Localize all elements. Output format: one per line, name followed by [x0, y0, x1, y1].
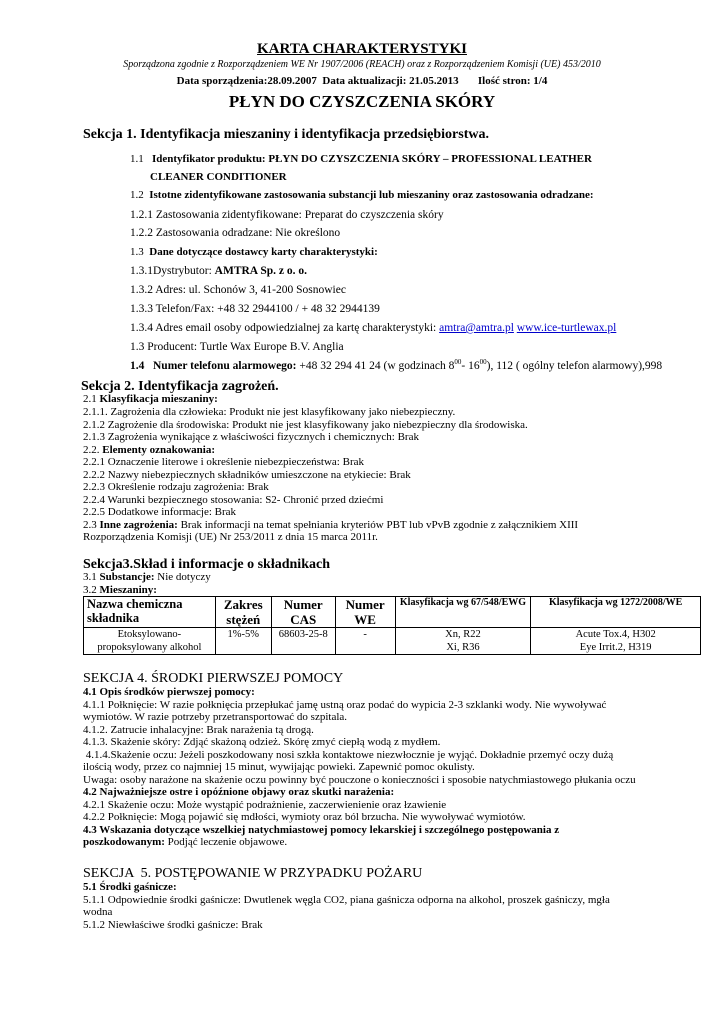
s43-line-2: [83, 836, 287, 849]
class-ewg-1: Xn, R22: [445, 629, 481, 640]
s23-text: Brak informacji na temat spełniania kryteriów PBT lub vPvB zgodnie z załącznikiem XIII: [177, 518, 579, 531]
s2-line-10: 2.2.5 Dodatkowe informacje: Brak: [83, 506, 237, 518]
col-header-class-ewg: Klasyfikacja wg 67/548/EWG: [395, 597, 531, 628]
s2-line-2: 2.1.1. Zagrożenia dla człowieka: Produkt nie jest klasyfikowany jako niebezpieczny.: [83, 406, 456, 418]
s43-text: Podjąć leczenie objawowe.: [164, 836, 288, 848]
section4-heading: SEKCJA 4. ŚRODKI PIERWSZEJ POMOCY: [83, 671, 344, 686]
s414-line-2: ilością wody, przez co najmniej 15 minut, wywijając powieki. Zapewnić pomoc okulisty.: [83, 761, 475, 773]
s14-sup-1: 00: [454, 358, 462, 367]
s134-line: [130, 321, 616, 335]
s11-line: [130, 152, 592, 166]
s413-line: 4.1.3. Skażenie skóry: Zdjąć skażoną odzież. Skórę zmyć ciepłą wodą z mydłem.: [83, 736, 441, 748]
cell-range: 1%-5%: [215, 628, 271, 655]
s14-sup-2: 00: [479, 358, 487, 367]
composition-table: [83, 596, 701, 655]
section1-heading: Sekcja 1. Identyfikacja mieszaniny i identyfikacja przedsiębiorstwa.: [83, 127, 489, 142]
s2-line-1: [83, 393, 218, 406]
s31-text: Nie dotyczy: [154, 571, 211, 583]
s12-line: [130, 188, 594, 202]
col-header-range: Zakres stężeń: [215, 597, 271, 628]
s131-line: [130, 264, 307, 278]
s3-line-2: [83, 584, 157, 597]
distributor-name: AMTRA Sp. z o. o.: [214, 265, 307, 277]
s22-number: 2.2.: [83, 443, 103, 456]
s2-line-6: 2.2.1 Oznaczenie literowe i określenie niebezpieczeństwa: Brak: [83, 456, 364, 468]
s23-heading: Inne zagrożenia:: [99, 518, 178, 531]
s43-heading: 4.3 Wskazania dotyczące wszelkiej natychmiastowej pomocy lekarskiej i szczególnego postępowania z: [83, 823, 560, 836]
s2-line-4: 2.1.3 Zagrożenia wynikające z właściwości fizycznych i chemicznych: Brak: [83, 431, 419, 443]
s14-line: [130, 359, 662, 373]
cell-name: Etoksylowano-propoksylowany alkohol: [84, 628, 216, 655]
s13-number: 1.3: [130, 246, 144, 258]
s14-text-a: +48 32 294 41 24 (w godzinach 8: [296, 360, 455, 372]
document-title: KARTA CHARAKTERYSTYKI: [257, 41, 467, 57]
composition-header-row: [84, 597, 701, 628]
s11-line-2: CLEANER CONDITIONER: [150, 171, 287, 183]
cell-class-ewg: [395, 628, 531, 655]
s32-number: 3.2: [83, 583, 100, 596]
s422-line: 4.2.2 Połknięcie: Mogą pojawić się mdłości, wymioty oraz ból brzucha. Nie wywoływać wymiotów.: [83, 811, 526, 823]
s14-text-b: - 16: [461, 360, 480, 372]
section3-heading: Sekcja3.Skład i informacje o składnikach: [83, 557, 330, 572]
s31-heading: Substancje:: [99, 571, 155, 583]
s12-number: 1.2: [130, 189, 144, 201]
s51-heading: 5.1 Środki gaśnicze:: [83, 881, 177, 893]
s11-number: 1.1: [130, 153, 144, 165]
document-dates: Data sporządzenia:28.09.2007 Data aktualizacji: 21.05.2013 Ilość stron: 1/4: [176, 75, 548, 87]
s132-line: 1.3.2 Adres: ul. Schonów 3, 41-200 Sosnowiec: [130, 284, 346, 296]
s414-line-3: Uwaga: osoby narażone na skażenie oczu powinny być pouczone o konieczności i sposobie natychmiastowego płukania oczu: [83, 773, 636, 786]
s414-line: 4.1.4.Skażenie oczu: Jeżeli poszkodowany nosi szkła kontaktowe niezwłocznie je wyjąć. Dokładnie przemyć oczy dużą: [83, 748, 614, 761]
s12-text: Istotne zidentyfikowane zastosowania substancji lub mieszaniny oraz zastosowania odradzane:: [149, 189, 594, 201]
s23-number: 2.3: [83, 518, 100, 531]
class-we-1: Acute Tox.4, H302: [575, 629, 656, 640]
col-header-we: Numer WE: [335, 597, 395, 628]
s13-text: Dane dotyczące dostawcy karty charakterystyki:: [149, 246, 378, 258]
s3-line-1: [83, 571, 211, 584]
s131-label: 1.3.1Dystrybutor:: [130, 265, 215, 277]
s2-line-12: Rozporządzenia Komisji (UE) Nr 253/2011 z dnia 15 marca 2011r.: [83, 531, 378, 543]
regulation-subtitle: Sporządzona zgodnie z Rozporządzeniem WE Nr 1907/2006 (REACH) oraz z Rozporządzeniem Komisji (UE) 453/2010: [123, 59, 601, 70]
s2-line-5: [83, 444, 215, 457]
s31-number: 3.1: [83, 571, 100, 583]
s21-heading: Klasyfikacja mieszaniny:: [99, 393, 218, 405]
s11-text: Identyfikator produktu: PŁYN DO CZYSZCZENIA SKÓRY – PROFESSIONAL LEATHER: [152, 153, 592, 165]
s43-heading-2: poszkodowanym:: [83, 836, 165, 848]
s134-label: 1.3.4 Adres email osoby odpowiedzialnej za kartę charakterystyki:: [130, 322, 440, 334]
col-header-class-we: Klasyfikacja wg 1272/2008/WE: [531, 597, 701, 628]
s14-text-c: ), 112 ( ogólny telefon alarmowy),998: [486, 360, 663, 372]
cell-class-we: [531, 628, 701, 655]
cell-we: -: [335, 628, 395, 655]
s42-heading: 4.2 Najważniejsze ostre i opóźnione objawy oraz skutki narażenia:: [83, 786, 395, 798]
col-header-name: Nazwa chemiczna składnika: [84, 597, 216, 628]
s133-line: 1.3.3 Telefon/Fax: +48 32 2944100 / + 48 32 2944139: [130, 303, 380, 315]
table-row: [84, 628, 701, 655]
s2-line-3: 2.1.2 Zagrożenie dla środowiska: Produkt nie jest klasyfikowany jako niebezpieczny dla środowiska.: [83, 418, 528, 431]
product-name: PŁYN DO CZYSZCZENIA SKÓRY: [228, 92, 496, 111]
s14-label: 1.4 Numer telefonu alarmowego:: [130, 360, 297, 372]
s121-line: 1.2.1 Zastosowania zidentyfikowane: Preparat do czyszczenia skóry: [130, 209, 444, 221]
s421-line: 4.2.1 Skażenie oczu: Może wystąpić podrażnienie, zaczerwienienie oraz łzawienie: [83, 798, 447, 811]
s22-heading: Elementy oznakowania:: [102, 443, 215, 456]
s122-line: 1.2.2 Zastosowania odradzane: Nie określono: [130, 227, 341, 239]
s412-line: 4.1.2. Zatrucie inhalacyjne: Brak narażenia tą drogą.: [83, 723, 314, 736]
producer-line: 1.3 Producent: Turtle Wax Europe B.V. Anglia: [130, 341, 344, 353]
s2-line-9: 2.2.4 Warunki bezpiecznego stosowania: S2- Chronić przed dziećmi: [83, 493, 384, 506]
s2-line-8: 2.2.3 Określenie rodzaju zagrożenia: Brak: [83, 481, 269, 493]
s2-line-11: [83, 519, 578, 532]
s13-line: [130, 245, 378, 259]
website-link[interactable]: www.ice-turtlewax.pl: [516, 322, 617, 334]
s32-heading: Mieszaniny:: [99, 583, 157, 596]
col-header-cas: Numer CAS: [271, 597, 335, 628]
class-ewg-2: Xi, R36: [446, 642, 480, 653]
section2-heading: Sekcja 2. Identyfikacja zagrożeń.: [81, 379, 279, 394]
email-link[interactable]: amtra@amtra.pl: [439, 322, 514, 334]
s411-line: 4.1.1 Połknięcie: W razie połknięcia przepłukać jamę ustną oraz podać do wypicia 2-3 szklanki wody. Nie wywoływać: [83, 698, 607, 711]
section5-heading: SEKCJA 5. POSTĘPOWANIE W PRZYPADKU POŻARU: [83, 866, 423, 881]
cell-cas: 68603-25-8: [271, 628, 335, 655]
s512-line: 5.1.2 Niewłaściwe środki gaśnicze: Brak: [83, 918, 263, 931]
s2-line-7: 2.2.2 Nazwy niebezpiecznych składników umieszczone na etykiecie: Brak: [83, 468, 411, 481]
s511-line: 5.1.1 Odpowiednie środki gaśnicze: Dwutlenek węgla CO2, piana gaśnicza odporna na alkohol, proszek gaśniczy, mgła: [83, 893, 610, 906]
class-we-2: Eye Irrit.2, H319: [579, 642, 652, 653]
s511-line-2: wodna: [83, 906, 113, 918]
s41-heading: 4.1 Opis środków pierwszej pomocy:: [83, 686, 255, 698]
s411-line-2: wymiotów. W razie potrzeby przetransportować do szpitala.: [83, 711, 348, 723]
s21-number: 2.1: [83, 393, 100, 405]
